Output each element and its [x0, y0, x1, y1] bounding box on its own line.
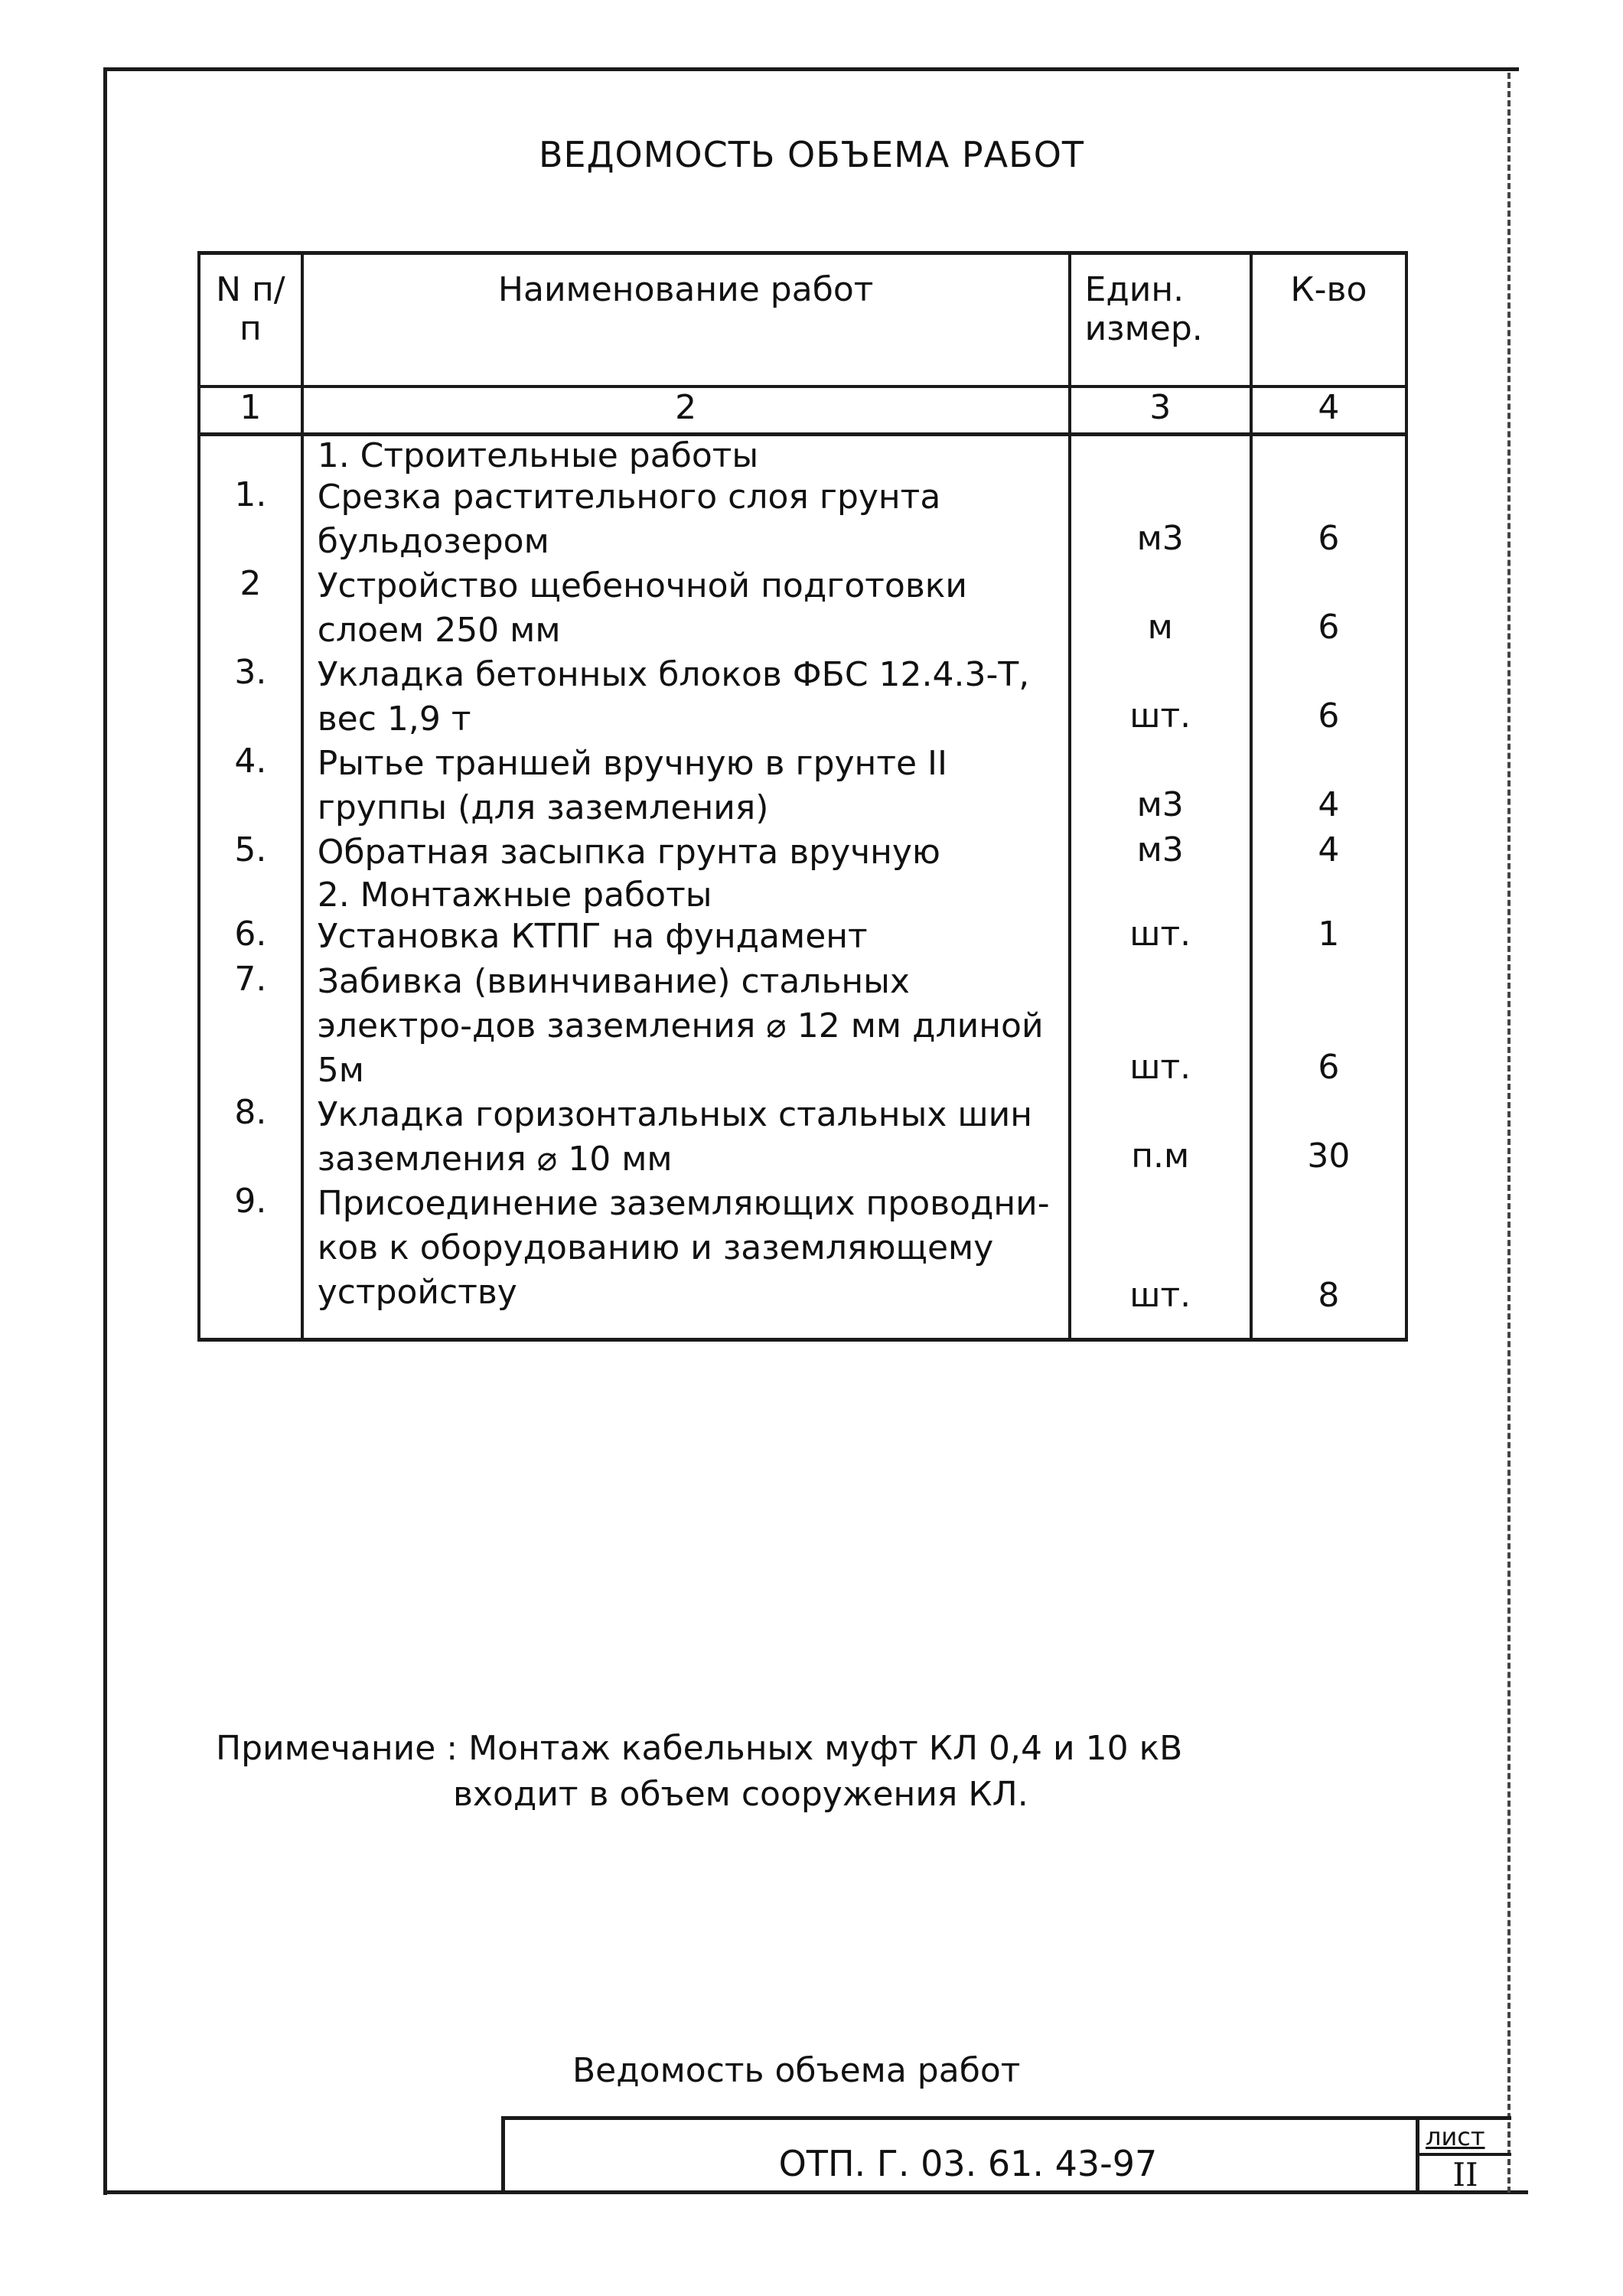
footer-caption: Ведомость объема работ [572, 2051, 1021, 2090]
frame-top-border [103, 67, 1519, 71]
item-name: Обратная засыпка грунта вручную [302, 830, 1070, 876]
item-name: Рытье траншей вручную в грунте II группы (для заземления) [302, 742, 1070, 830]
section-title: 1. Строительные работы [302, 435, 1070, 476]
table-row [199, 742, 1406, 830]
table-row [199, 653, 1406, 742]
page-title: ВЕДОМОСТЬ ОБЪЕМА РАБОТ [538, 134, 1085, 175]
header-num: N п/п [199, 253, 302, 387]
section-row [199, 435, 1406, 476]
column-number-row [199, 386, 1406, 435]
section-row [199, 876, 1406, 915]
item-number: 1. [199, 475, 302, 564]
item-qty: 4 [1251, 742, 1406, 830]
item-number: 3. [199, 653, 302, 742]
item-qty: 6 [1251, 960, 1406, 1093]
column-number: 4 [1251, 386, 1406, 435]
table-row [199, 564, 1406, 653]
item-number: 4. [199, 742, 302, 830]
item-name: Установка КТПГ на фундамент [302, 915, 1070, 960]
item-qty: 6 [1251, 653, 1406, 742]
item-name: Забивка (ввинчивание) стальных электро-дов заземления ⌀ 12 мм длиной 5м [302, 960, 1070, 1093]
item-qty: 1 [1251, 915, 1406, 960]
item-unit: м [1070, 564, 1251, 653]
sheet-number: II [1419, 2153, 1511, 2193]
item-unit: шт. [1070, 915, 1251, 960]
item-qty: 6 [1251, 564, 1406, 653]
item-unit: м3 [1070, 475, 1251, 564]
item-unit: м3 [1070, 830, 1251, 876]
sheet-box [1416, 2116, 1511, 2194]
frame-left-border [103, 67, 107, 2195]
item-unit: шт. [1070, 960, 1251, 1093]
title-block [501, 2116, 1511, 2194]
item-number: 7. [199, 960, 302, 1093]
item-number: 8. [199, 1093, 302, 1182]
item-qty: 4 [1251, 830, 1406, 876]
item-name: Укладка горизонтальных стальных шин заземления ⌀ 10 мм [302, 1093, 1070, 1182]
sheet-label: лист [1426, 2122, 1485, 2151]
item-qty: 6 [1251, 475, 1406, 564]
item-unit: шт. [1070, 653, 1251, 742]
note [216, 1726, 1182, 1818]
item-number: 9. [199, 1182, 302, 1340]
note-line-2: входит в объем сооружения КЛ. [453, 1775, 1028, 1814]
header-qty: К-во [1251, 253, 1406, 387]
section-title: 2. Монтажные работы [302, 876, 1070, 915]
item-name: Присоединение заземляющих проводни-ков к оборудованию и заземляющему устройству [302, 1182, 1070, 1340]
item-qty: 8 [1251, 1182, 1406, 1340]
item-name: Укладка бетонных блоков ФБС 12.4.3-Т, вес 1,9 т [302, 653, 1070, 742]
works-table [197, 251, 1408, 1342]
table-row [199, 960, 1406, 1093]
table-row [199, 830, 1406, 876]
item-unit: шт. [1070, 1182, 1251, 1340]
header-unit: Един. измер. [1070, 253, 1251, 387]
item-number: 2 [199, 564, 302, 653]
item-number: 6. [199, 915, 302, 960]
header-name: Наименование работ [302, 253, 1070, 387]
column-number: 1 [199, 386, 302, 435]
item-name: Устройство щебеночной подготовки слоем 250 мм [302, 564, 1070, 653]
item-number: 5. [199, 830, 302, 876]
document-code: ОТП. Г. 03. 61. 43-97 [778, 2143, 1158, 2184]
table-row [199, 1182, 1406, 1340]
frame-right-border [1507, 73, 1511, 2193]
table-row [199, 475, 1406, 564]
table-row [199, 1093, 1406, 1182]
item-unit: м3 [1070, 742, 1251, 830]
column-number: 2 [302, 386, 1070, 435]
column-number: 3 [1070, 386, 1251, 435]
note-line-1: Примечание : Монтаж кабельных муфт КЛ 0,4 и 10 кВ [216, 1729, 1183, 1768]
item-name: Срезка растительного слоя грунта бульдозером [302, 475, 1070, 564]
table-header-row [199, 253, 1406, 387]
table-row [199, 915, 1406, 960]
item-unit: п.м [1070, 1093, 1251, 1182]
item-qty: 30 [1251, 1093, 1406, 1182]
